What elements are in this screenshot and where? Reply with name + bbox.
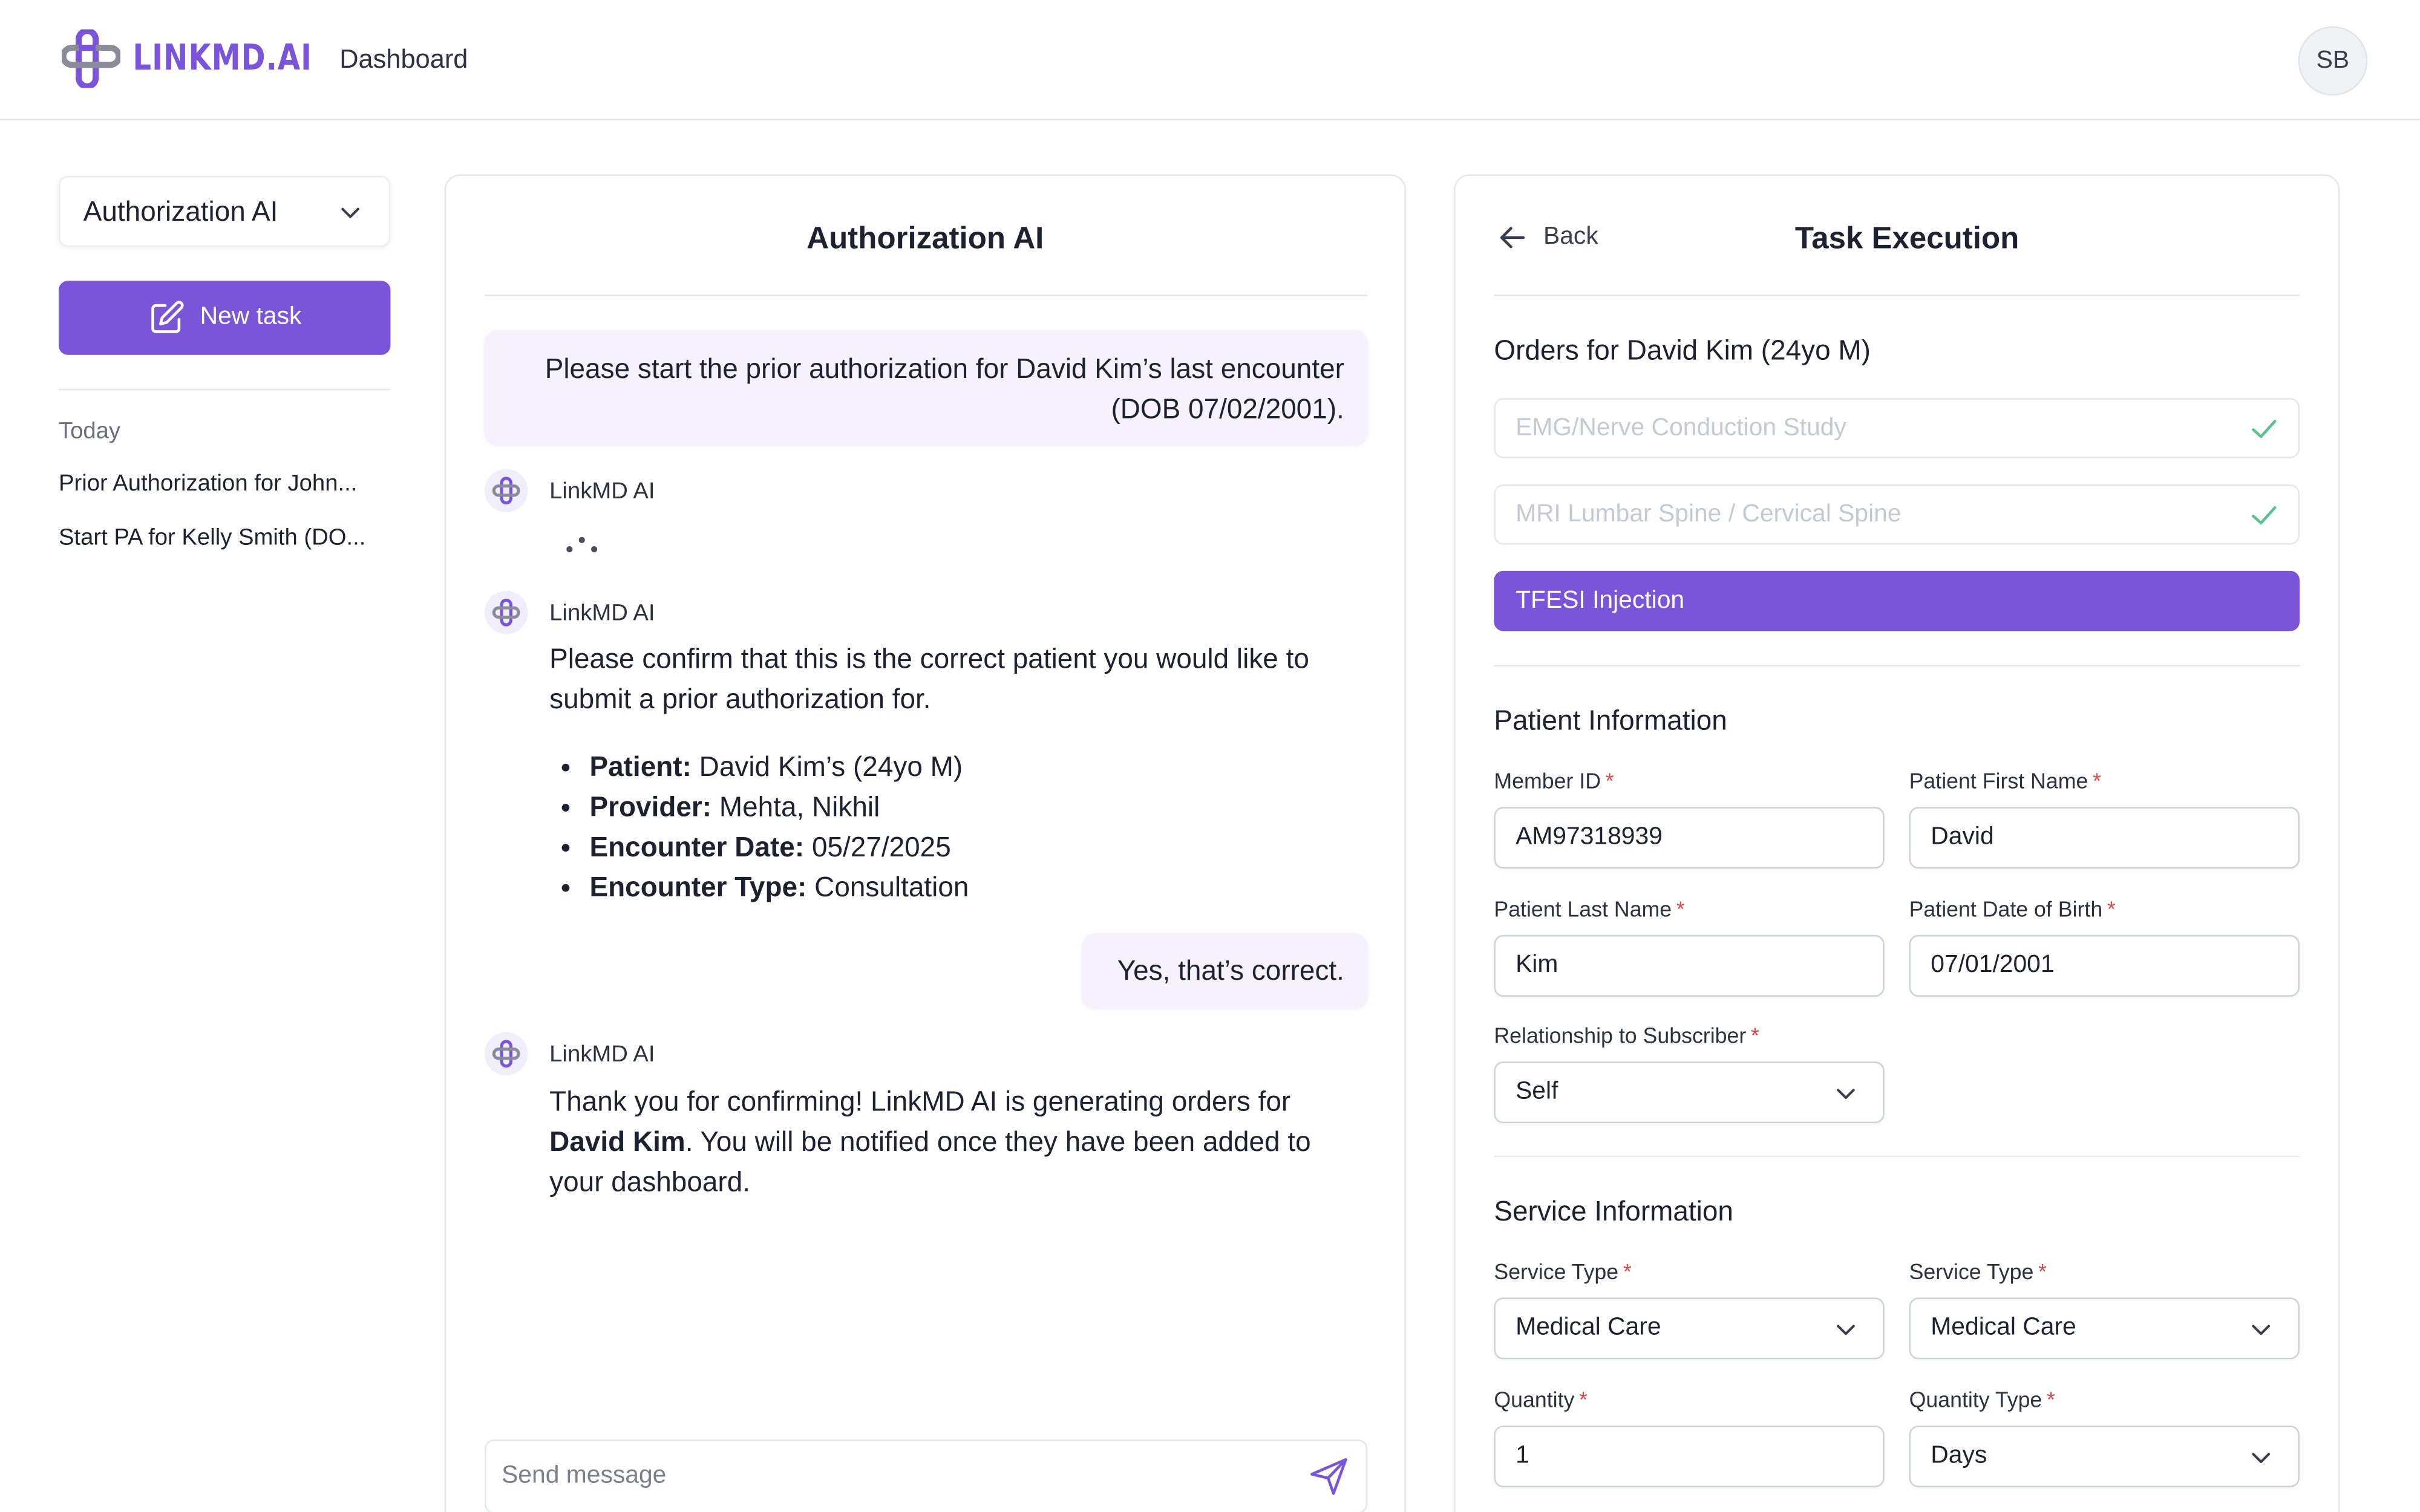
dob-label: Patient Date of Birth * xyxy=(1909,896,2116,921)
ai-message-header xyxy=(485,469,655,512)
service-type-value: Medical Care xyxy=(1931,1314,2076,1341)
linkmd-ai-avatar-icon xyxy=(485,591,528,634)
relationship-value: Self xyxy=(1516,1078,1558,1105)
user-avatar[interactable]: SB xyxy=(2298,26,2367,96)
typing-indicator xyxy=(566,537,600,556)
chat-panel xyxy=(445,174,1406,1512)
patient-details-list xyxy=(549,747,1352,907)
user-message-bubble xyxy=(1082,933,1367,1007)
quantity-type-select[interactable] xyxy=(1909,1426,2300,1487)
ai-message-header xyxy=(485,1032,655,1075)
ai-sender-name: LinkMD AI xyxy=(549,477,655,504)
service-type-value: Medical Care xyxy=(1516,1314,1661,1341)
top-header xyxy=(0,0,2420,120)
order-label: EMG/Nerve Conduction Study xyxy=(1516,415,1846,442)
new-task-label: New task xyxy=(200,304,302,330)
first-name-field[interactable]: David xyxy=(1909,807,2300,868)
ai-message-text: Thank you for confirming! LinkMD AI is generating orders for David Kim. You will be notified once they have been added to your dashboard. xyxy=(549,1086,1311,1198)
user-message-line: Yes, that’s correct. xyxy=(1117,955,1344,986)
orders-heading: Orders for David Kim (24yo M) xyxy=(1494,334,1871,366)
chevron-down-icon xyxy=(1835,1083,1857,1105)
sidebar-item-task[interactable]: Prior Authorization for John... xyxy=(58,471,358,497)
relationship-label: Relationship to Subscriber * xyxy=(1494,1023,1759,1048)
back-label: Back xyxy=(1543,223,1598,250)
brand-name: LINKMD.AI xyxy=(132,38,313,79)
order-item-active[interactable] xyxy=(1494,571,2300,631)
user-message-line: (DOB 07/02/2001). xyxy=(1111,393,1344,425)
list-item: Provider: Mehta, Nikhil xyxy=(549,787,1352,827)
sidebar-item-task[interactable]: Start PA for Kelly Smith (DO... xyxy=(58,524,366,551)
workspace-select-label: Authorization AI xyxy=(83,195,278,226)
first-name-label: Patient First Name * xyxy=(1909,768,2101,793)
sidebar-divider xyxy=(59,389,390,391)
ai-message-header xyxy=(485,591,655,634)
service-type-label: Service Type * xyxy=(1909,1259,2047,1284)
workspace-select[interactable] xyxy=(59,176,390,247)
user-message-line: Please start the prior authorization for David Kim’s last encounter xyxy=(544,353,1344,385)
list-item: Patient: David Kim’s (24yo M) xyxy=(549,747,1352,787)
quantity-label: Quantity * xyxy=(1494,1387,1588,1412)
linkmd-logo-icon xyxy=(62,29,120,88)
task-divider xyxy=(1494,295,2300,296)
ai-sender-name: LinkMD AI xyxy=(549,1040,655,1067)
new-task-button[interactable] xyxy=(59,281,390,354)
quantity-type-label: Quantity Type * xyxy=(1909,1387,2055,1412)
member-id-label: Member ID * xyxy=(1494,768,1614,793)
chat-panel-title: Authorization AI xyxy=(806,222,1044,256)
ai-message-text: Please confirm that this is the correct patient you would like to submit a prior authorization for. xyxy=(549,643,1309,715)
send-message-input[interactable] xyxy=(502,1456,1274,1496)
chevron-down-icon xyxy=(2250,1447,2272,1469)
check-icon xyxy=(2250,415,2278,443)
service-type-select[interactable] xyxy=(1494,1297,1884,1359)
sidebar-section-today: Today xyxy=(58,418,121,445)
service-information-heading: Service Information xyxy=(1494,1196,1733,1227)
ai-sender-name: LinkMD AI xyxy=(549,599,655,626)
quantity-field[interactable]: 1 xyxy=(1494,1426,1884,1487)
list-item: Encounter Date: 05/27/2025 xyxy=(549,827,1352,867)
check-icon xyxy=(2250,501,2278,529)
compose-icon xyxy=(148,299,185,336)
order-item-completed[interactable] xyxy=(1494,484,2300,544)
last-name-label: Patient Last Name * xyxy=(1494,896,1685,921)
relationship-select[interactable] xyxy=(1494,1061,1884,1123)
message-composer xyxy=(485,1439,1367,1512)
order-item-completed[interactable] xyxy=(1494,398,2300,458)
back-button[interactable] xyxy=(1497,222,1598,253)
linkmd-ai-avatar-icon xyxy=(485,1032,528,1075)
service-type-select[interactable] xyxy=(1909,1297,2300,1359)
dob-field[interactable]: 07/01/2001 xyxy=(1909,935,2300,997)
task-execution-panel xyxy=(1454,174,2340,1512)
user-message-bubble xyxy=(485,330,1367,445)
arrow-left-icon xyxy=(1497,222,1528,253)
nav-dashboard[interactable]: Dashboard xyxy=(339,44,468,74)
chat-divider xyxy=(485,295,1367,296)
task-panel-title: Task Execution xyxy=(1794,222,2019,256)
patient-information-heading: Patient Information xyxy=(1494,705,1727,736)
quantity-type-value: Days xyxy=(1931,1442,1987,1469)
list-item: Encounter Type: Consultation xyxy=(549,867,1352,907)
chevron-down-icon xyxy=(2250,1319,2272,1341)
member-id-field[interactable]: AM97318939 xyxy=(1494,807,1884,868)
linkmd-ai-avatar-icon xyxy=(485,469,528,512)
section-divider xyxy=(1494,1156,2300,1158)
section-divider xyxy=(1494,665,2300,666)
chevron-down-icon xyxy=(339,202,361,224)
send-icon[interactable] xyxy=(1307,1455,1350,1498)
brand-logo[interactable] xyxy=(62,29,352,88)
order-label: MRI Lumbar Spine / Cervical Spine xyxy=(1516,501,1902,528)
last-name-field[interactable]: Kim xyxy=(1494,935,1884,997)
service-type-label: Service Type * xyxy=(1494,1259,1632,1284)
order-label: TFESI Injection xyxy=(1516,587,1685,614)
chevron-down-icon xyxy=(1835,1319,1857,1341)
